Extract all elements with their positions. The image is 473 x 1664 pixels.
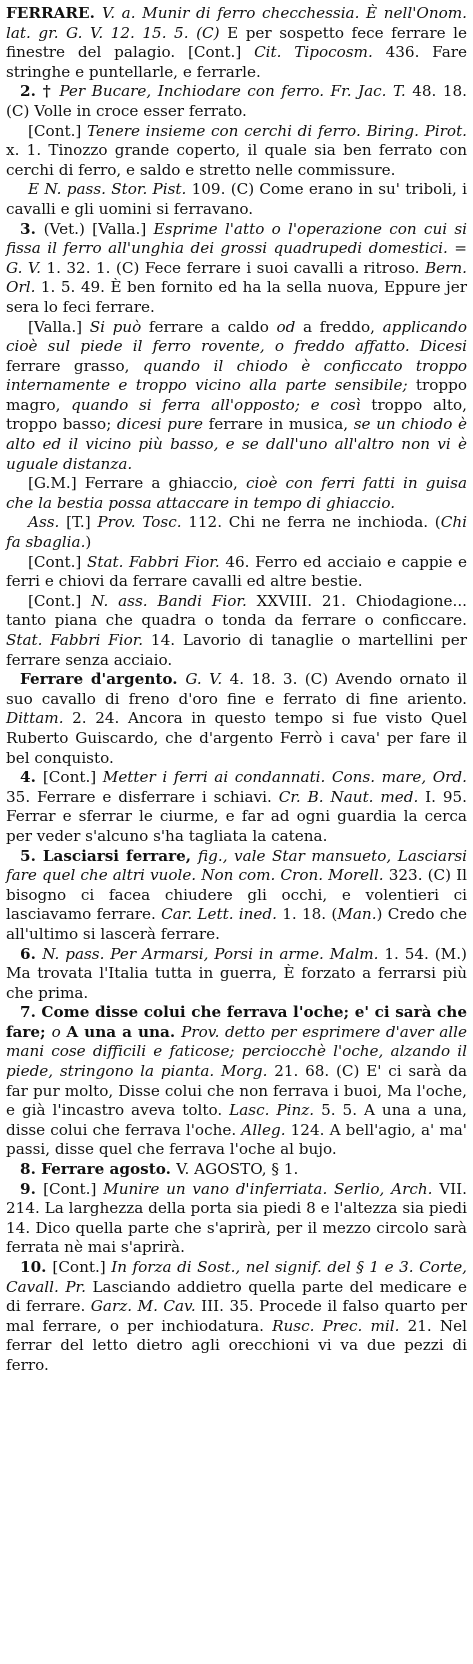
entry-heading-text: 10. [20,1258,53,1276]
entry-italic-text: N. pass. Per Armarsi, Porsi in arme. Malm. [42,944,385,963]
entry-italic-text: G. V. [185,670,230,689]
entry-italic-text: Lasc. Pinz. [229,1101,322,1120]
entry-text: VII. 214. La larghezza della porta sia piedi 8 e l'altezza sia piedi 14. Dico quella parte che s'aprirà, per il mezzo circolo sarà ferrata nè mai s'aprirà. [6,1179,467,1257]
entry-text: 1. 18. ( [282,905,338,924]
entry-text: Lasciando addietro quella parte del medicare e di ferrare. [6,1277,467,1316]
entry-heading-text: 4. [20,768,43,787]
entry-text: [Cont.] [28,552,87,571]
entry-text: 1. 5. 49. È ben fornito ed ha la sella nuova, Eppure jer sera lo feci ferrare. [6,278,468,316]
entry-text: 14. Lavorio di tanaglie o martellini per ferrare senza acciaio. [6,631,468,669]
entry-text: 48. 18. (C) Volle in croce esser ferrato. [6,82,468,120]
entry-text: [Valla.] [28,317,90,336]
entry-italic-text: Per Bucare, Inchiodare con ferro. Fr. Jac. T. [59,82,413,101]
entry-italic-text: Prov. detto per esprimere d'aver alle mani cose difficili e faticose; perciocchè l'oche, alzando il piede, stringono la pianta. Morg. [6,1022,467,1081]
entry-heading-text: 2. † [20,82,60,101]
entry-italic-text: o [51,1022,67,1041]
entry-italic-text: Dittam. [6,709,73,728]
entry-text: 21. Nel ferrar del letto dietro agli orecchioni vi va due pezzi di ferro. [6,1316,467,1374]
entry-paragraph [6,474,467,513]
entry-italic-text: Garz. M. Cav. [90,1297,202,1316]
entry-text: troppo magro, [6,376,467,414]
entry-paragraph [6,1258,467,1376]
entry-italic-text: Stat. Fabbri Fior. [6,631,151,649]
entry-text: 124. A bell'agio, a' ma' passi, disse quel che ferrava l'oche al bujo. [6,1120,467,1159]
entry-heading-text: 7. Come disse colui che ferrava l'oche; e' ci sarà che fare; [6,1003,467,1041]
entry-paragraph [6,82,467,121]
entry-text: 2. 24. Ancora in questo tempo si fue visto Quel Ruberto Guiscardo, che d'argento Ferrò i cava' per fare il bel conquisto. [6,709,467,767]
entry-text: [Cont.] [28,121,88,140]
entry-text: I. 95. Ferrar e sferrar le ciurme, e far ad ogni guardia la cerca per veder s'alcuno s'ha tagliata la catena. [6,787,468,845]
entry-italic-text: Man. [337,905,377,924]
entry-paragraph [6,1180,467,1258]
entry-italic-text: Tenere insieme con cerchi di ferro. Biring. Pirot. [87,121,467,140]
entry-text: ) Credo che all'ultimo si lascerà ferrare. [6,905,467,943]
entry-italic-text: Si può [89,317,149,336]
entry-text: [Cont.] [42,768,103,787]
entry-paragraph [6,553,467,592]
entry-italic-text: Stat. Fabbri Fior. [86,552,226,571]
entry-paragraph [6,847,467,945]
entry-italic-text: Prov. Tosc. [97,513,189,532]
entry-italic-text: cioè con ferri fatti in guisa che la bestia possa attaccare in tempo di ghiaccio. [6,474,467,512]
entry-text: ferrare a caldo [148,317,277,336]
entry-text: E per sospetto fece ferrare le finestre del palagio. [Cont.] [6,23,467,62]
entry-italic-text: Car. Lett. ined. [161,905,283,924]
entry-text: [Cont.] [28,591,92,610]
entry-paragraph [6,1003,467,1160]
entry-text: 5. 5. A una a una, disse colui che ferrava l'oche. [6,1101,467,1139]
entry-text: 1. 54. (M.) Ma trovata l'Italia tutta in guerra, È forzato a ferrarsi più che prima. [6,944,467,1002]
entry-heading-text: 3. [20,219,44,238]
entry-paragraph [6,180,467,219]
entry-paragraph [6,670,467,768]
entry-paragraph [6,318,467,475]
entry-italic-text: Alleg. [241,1120,291,1139]
entry-text: 323. (C) Il bisogno ci facea chiudere gli occhi, e volentieri ci lasciavamo ferrare. [6,866,467,924]
entry-paragraph [6,592,467,670]
entry-italic-text: od [276,317,303,336]
entry-heading-text: 5. Lasciarsi ferrare, [20,846,199,865]
entry-text: 46. Ferro ed acciaio e cappie e ferri e chiovi da ferrare cavalli ed altre bestie. [6,552,467,591]
entry-text: a freddo, [303,317,383,336]
entry-paragraph [6,220,467,318]
entry-paragraph [6,768,467,846]
entry-text: 109. (C) Come erano in su' triboli, i cavalli e gli uomini si ferravano. [6,180,467,218]
entry-text: 21. 68. (C) E' ci sarà da far pur molto, Disse colui che non ferrava i buoi, Ma l'oche, e già l'incastro aveva tolto. [6,1062,467,1120]
entry-italic-text: Bern. Orl. [6,258,467,297]
entry-text: ) [85,533,92,552]
entry-italic-text: Ass. [28,513,67,532]
entry-text: III. 35. Procede il falso quarto per mal ferrare, o per inchiodatura. [6,1297,467,1335]
entry-paragraph [6,945,467,1004]
entry-heading-text: A una a una. [66,1022,182,1041]
entry-italic-text: Munire un vano d'inferriata. Serlio, Arch. [103,1179,440,1198]
entry-paragraph [6,122,467,181]
entry-italic-text: Rusc. Prec. mil. [272,1316,408,1335]
entry-italic-text: In forza di Sost., nel signif. del § 1 e 3. Corte, Cavall. Pr. [6,1258,468,1296]
entry-paragraph [6,513,467,552]
entry-text: [T.] [66,513,98,532]
entry-italic-text: dicesi pure [116,415,209,434]
entry-heading-text: 8. Ferrare agosto. [20,1160,177,1179]
entry-italic-text: fig., vale Star mansueto, Lasciarsi fare quel che altri vuole. Non com. Cron. Morell. [6,846,467,885]
entry-text: ferrare in musica, [208,415,354,434]
entry-text: (Vet.) [Valla.] [43,219,154,238]
entry-text: 112. Chi ne ferra ne inchioda. ( [188,513,441,532]
entry-heading-text: Ferrare d'argento. [20,670,186,689]
dictionary-entry-ferrare [6,4,467,1376]
entry-italic-text: quando si ferra all'opposto; e così [71,395,372,414]
entry-text: 4. 18. 3. (C) Avendo ornato il suo cavallo di freno d'oro fine e ferrato di fine ariento. [6,670,467,708]
entry-heading-text: FERRARE. [6,4,102,22]
entry-text: 35. Ferrare e disferrare i schiavi. [6,787,279,806]
entry-paragraph [6,1160,467,1180]
entry-text: troppo alto, troppo basso; [6,395,467,434]
entry-text: [G.M.] Ferrare a ghiaccio, [28,474,246,493]
entry-italic-text: applicando cioè sul piede il ferro rovente, o freddo affatto. Dicesi [6,317,467,356]
entry-italic-text: se un chiodo è alto ed il vicino più basso, e se dall'uno all'altro non vi è uguale distanza. [6,415,467,473]
entry-text: XXVIII. 21. Chiodagione... tanto piana che quadra o tonda da ferrare o conficcare. [6,591,467,630]
entry-paragraph [6,4,467,82]
entry-italic-text: Cit. Tipocosm. [254,43,386,62]
entry-text: x. 1. Tinozzo grande coperto, il quale sia ben ferrato con cerchi di ferro, e saldo e stretto nelle commissure. [6,141,467,179]
entry-heading-text: 6. [20,944,43,963]
entry-heading-text: 9. [20,1179,44,1198]
entry-text: 436. Fare stringhe e puntellarle, e ferrarle. [6,43,467,81]
entry-text: [Cont.] [52,1258,112,1276]
entry-italic-text: V. a. Munir di ferro checchessia. È nell'Onom. lat. gr. G. V. 12. 15. 5. (C) [6,4,467,42]
entry-italic-text: Chi fa sbaglia. [6,513,467,552]
entry-italic-text: Esprime l'atto o l'operazione con cui si fissa il ferro all'unghia dei grossi quadrupedi domestici. = G. V. [6,219,467,277]
entry-italic-text: quando il chiodo è conficcato troppo internamente e troppo vicino alla parte sensibile; [6,356,468,395]
entry-text: [Cont.] [43,1179,104,1198]
entry-italic-text: Metter i ferri ai condannati. Cons. mare, Ord. [102,768,467,787]
entry-text: ferrare grasso, [6,356,143,375]
entry-italic-text: N. ass. Bandi Fior. [91,591,257,610]
entry-text: 1. 32. 1. (C) Fece ferrare i suoi cavalli a ritroso. [46,258,425,277]
entry-text: V. AGOSTO, § 1. [176,1160,299,1179]
entry-italic-text: E N. pass. Stor. Pist. [28,180,192,199]
entry-italic-text: Cr. B. Naut. med. [278,787,426,806]
